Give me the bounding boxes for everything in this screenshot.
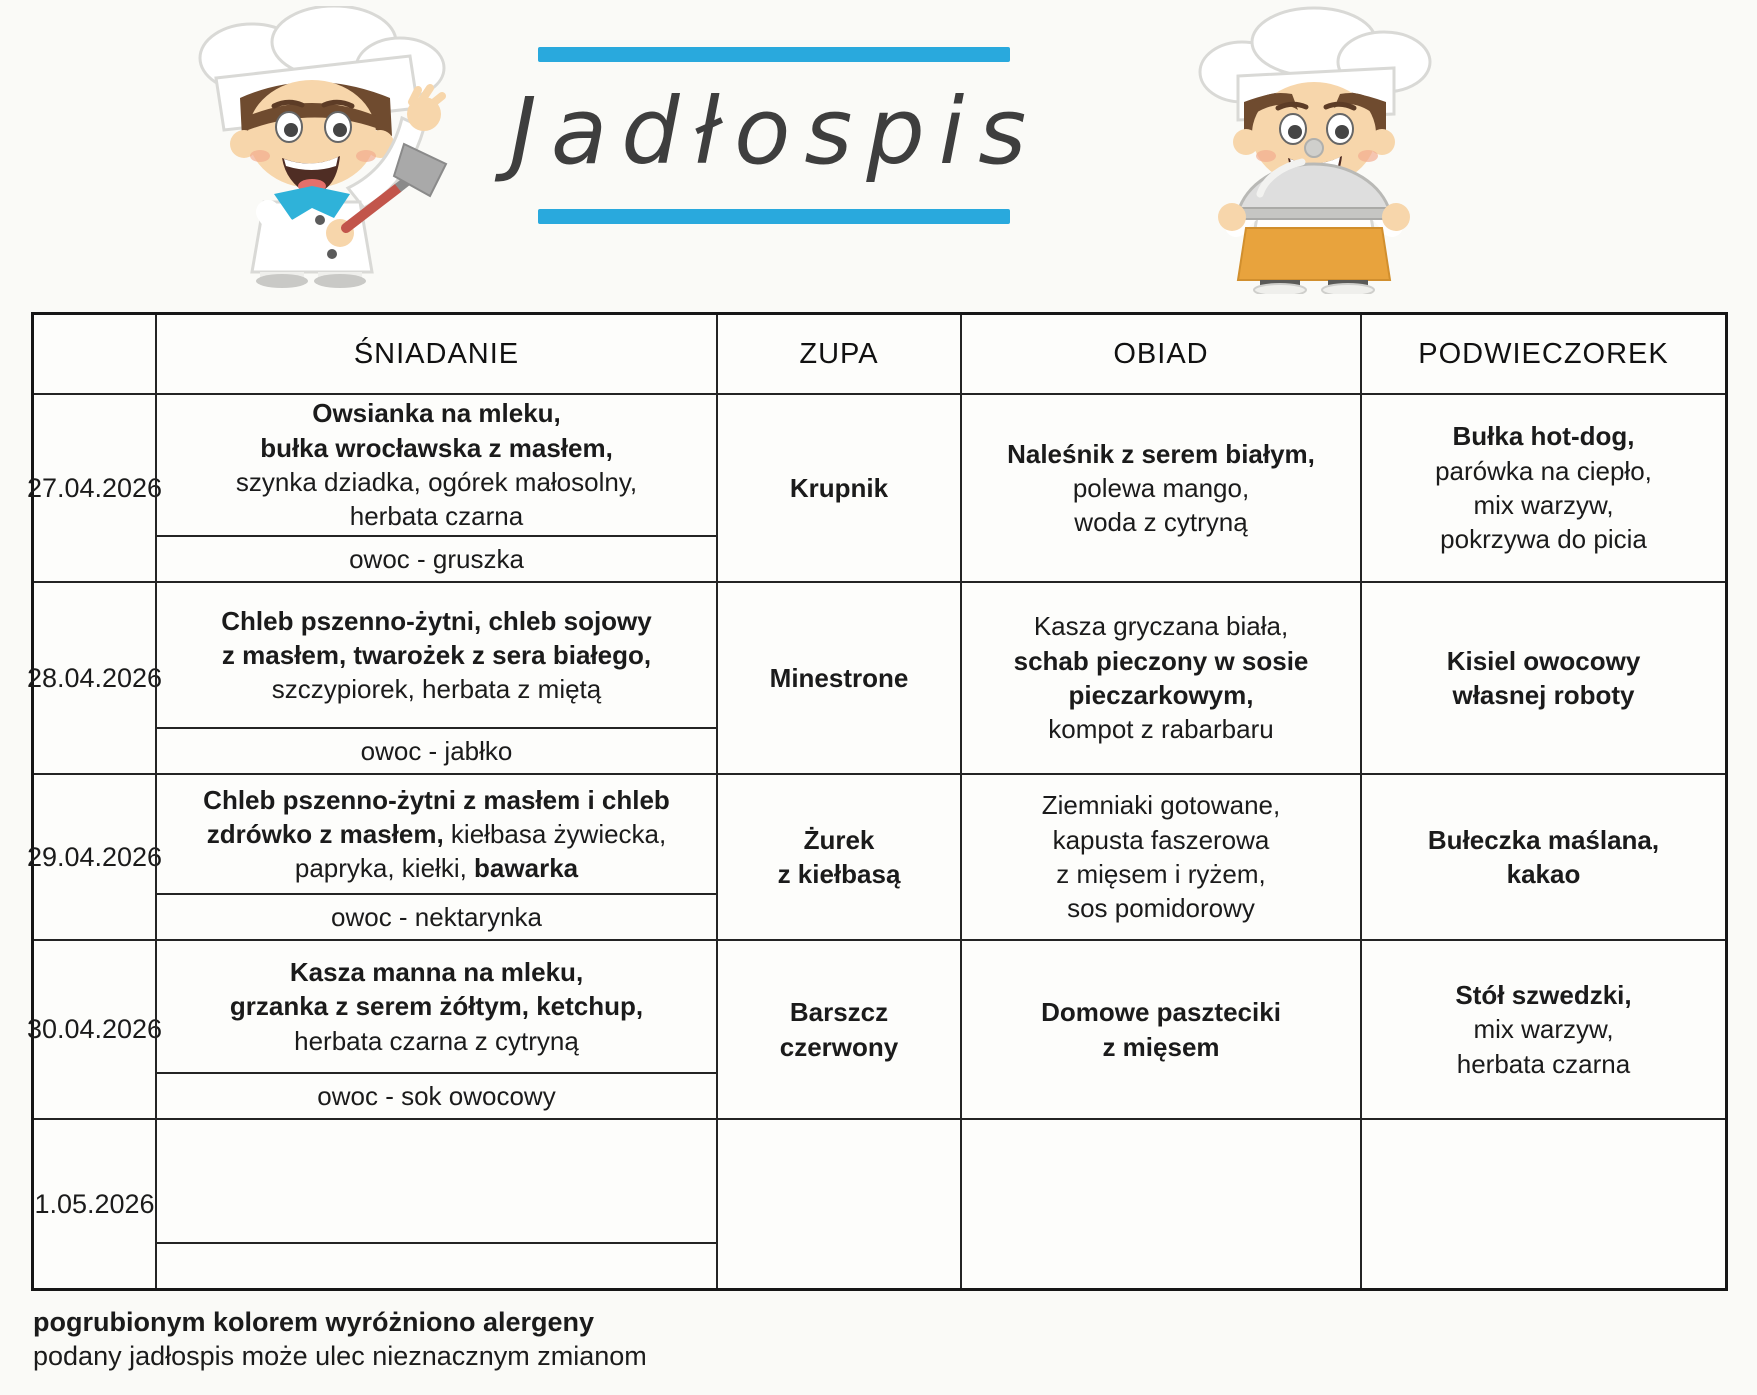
menu-line: z masłem, twarożek z sera białego, — [221, 639, 652, 670]
menu-line: Kasza gryczana biała, — [1033, 611, 1289, 642]
menu-line: z kiełbasą — [777, 859, 901, 889]
header-breakfast: ŚNIADANIE — [155, 315, 716, 393]
breakfast-cell — [155, 583, 716, 773]
snack-cell — [1360, 941, 1725, 1118]
header-date — [34, 315, 155, 393]
date-cell: 30.04.2026 — [26, 1014, 163, 1044]
header-snack: PODWIECZOREK — [1360, 315, 1725, 393]
chef-boy-with-platter-illustration — [1142, 2, 1482, 294]
menu-line: bułka wrocławska z masłem, — [260, 432, 613, 463]
title-accent-bar-bottom — [538, 209, 1010, 224]
breakfast-menu — [157, 941, 716, 1072]
page-title: Jadłospis — [509, 78, 1041, 185]
menu-line: Minestrone — [769, 662, 909, 693]
menu-line: grzanka z serem żółtym, ketchup, — [229, 991, 644, 1022]
menu-line: Bułka hot-dog, — [1452, 421, 1635, 452]
menu-line: schab pieczony w sosie — [1013, 645, 1309, 676]
menu-line: herbata czarna z cytryną — [294, 1025, 579, 1056]
menu-line: woda z cytryną — [1074, 507, 1248, 538]
fruit-subcell: owoc - sok owocowy — [157, 1072, 716, 1118]
lunch-cell — [960, 1120, 1360, 1288]
menu-line: mix warzyw, — [1473, 490, 1614, 520]
breakfast-menu — [157, 583, 716, 727]
menu-line: parówka na ciepło, — [1435, 455, 1652, 486]
allergen-note: pogrubionym kolorem wyróżniono alergeny — [33, 1307, 595, 1337]
lunch-cell — [960, 941, 1360, 1118]
menu-line: papryka, kiełki, bawarka — [294, 853, 579, 884]
menu-line: zdrówko z masłem, kiełbasa żywiecka, — [206, 818, 667, 849]
breakfast-menu — [157, 775, 716, 893]
menu-line: z mięsem i ryżem, — [1056, 859, 1266, 889]
lunch-cell — [960, 775, 1360, 939]
table-row — [26, 773, 1725, 939]
menu-line: szczypiorek, herbata z miętą — [271, 674, 602, 705]
fruit-subcell — [157, 1242, 716, 1288]
breakfast-cell — [155, 775, 716, 939]
menu-line: kapusta faszerowa — [1052, 824, 1270, 855]
fruit-subcell: owoc - nektarynka — [157, 893, 716, 939]
table-row — [26, 939, 1725, 1118]
soup-cell — [716, 775, 960, 939]
date-cell: 29.04.2026 — [26, 841, 163, 872]
breakfast-cell — [155, 1120, 716, 1288]
fruit-subcell: owoc - jabłko — [157, 727, 716, 773]
header-soup: ZUPA — [716, 315, 960, 393]
table-row — [34, 1118, 1725, 1288]
menu-table — [26, 312, 1728, 1291]
table-header-row — [34, 315, 1725, 393]
title-accent-bar-top — [538, 47, 1010, 62]
lunch-cell — [960, 395, 1360, 581]
date-cell: 28.04.2026 — [26, 662, 163, 693]
date-cell: 1.05.2026 — [34, 1188, 155, 1219]
lunch-cell — [960, 583, 1360, 773]
soup-cell — [716, 1120, 960, 1288]
menu-line: Żurek — [803, 824, 875, 855]
menu-line: własnej roboty — [1452, 680, 1635, 710]
menu-line: z mięsem — [1102, 1031, 1220, 1062]
snack-cell — [1360, 775, 1725, 939]
snack-cell — [1360, 395, 1725, 581]
soup-cell — [716, 395, 960, 581]
menu-line: Stół szwedzki, — [1455, 980, 1632, 1011]
snack-cell — [1360, 1120, 1725, 1288]
soup-cell — [716, 941, 960, 1118]
menu-line: Bułeczka maślana, — [1427, 824, 1660, 855]
menu-line: pokrzywa do picia — [1440, 524, 1647, 555]
menu-line: Owsianka na mleku, — [312, 398, 561, 429]
soup-cell — [716, 583, 960, 773]
breakfast-menu — [157, 1120, 716, 1242]
breakfast-cell — [155, 941, 716, 1118]
menu-line: mix warzyw, — [1473, 1014, 1614, 1045]
chef-boy-waving-illustration — [142, 6, 477, 288]
menu-line: Naleśnik z serem białym, — [1007, 438, 1315, 469]
menu-line: herbata czarna — [349, 501, 524, 532]
breakfast-menu — [157, 395, 716, 535]
menu-line: herbata czarna — [1456, 1048, 1631, 1079]
snack-cell — [1360, 583, 1725, 773]
menu-line: Chleb pszenno-żytni, chleb sojowy — [221, 605, 652, 636]
menu-line: czerwony — [779, 1031, 899, 1062]
menu-line: kakao — [1506, 859, 1581, 889]
breakfast-cell — [155, 395, 716, 581]
table-row — [26, 581, 1725, 773]
header-lunch: OBIAD — [960, 315, 1360, 393]
change-note: podany jadłospis może ulec nieznacznym zmianom — [33, 1340, 647, 1371]
menu-line: Kisiel owocowy — [1446, 645, 1641, 676]
menu-line: Chleb pszenno-żytni z masłem i chleb — [203, 784, 670, 815]
menu-line: Domowe paszteciki — [1041, 997, 1281, 1028]
menu-line: polewa mango, — [1072, 472, 1250, 503]
footnotes — [33, 1306, 647, 1374]
menu-line: sos pomidorowy — [1067, 893, 1255, 924]
table-row — [26, 393, 1725, 581]
menu-line: kompot z rabarbaru — [1048, 714, 1274, 745]
menu-line: Krupnik — [789, 472, 889, 503]
menu-line: pieczarkowym, — [1068, 680, 1254, 710]
menu-line: szynka dziadka, ogórek małosolny, — [235, 467, 638, 497]
fruit-subcell: owoc - gruszka — [157, 535, 716, 581]
menu-line: Ziemniaki gotowane, — [1041, 790, 1281, 821]
date-cell: 27.04.2026 — [26, 472, 163, 503]
menu-line: Kasza manna na mleku, — [289, 957, 584, 988]
menu-line: Barszcz — [789, 997, 889, 1028]
